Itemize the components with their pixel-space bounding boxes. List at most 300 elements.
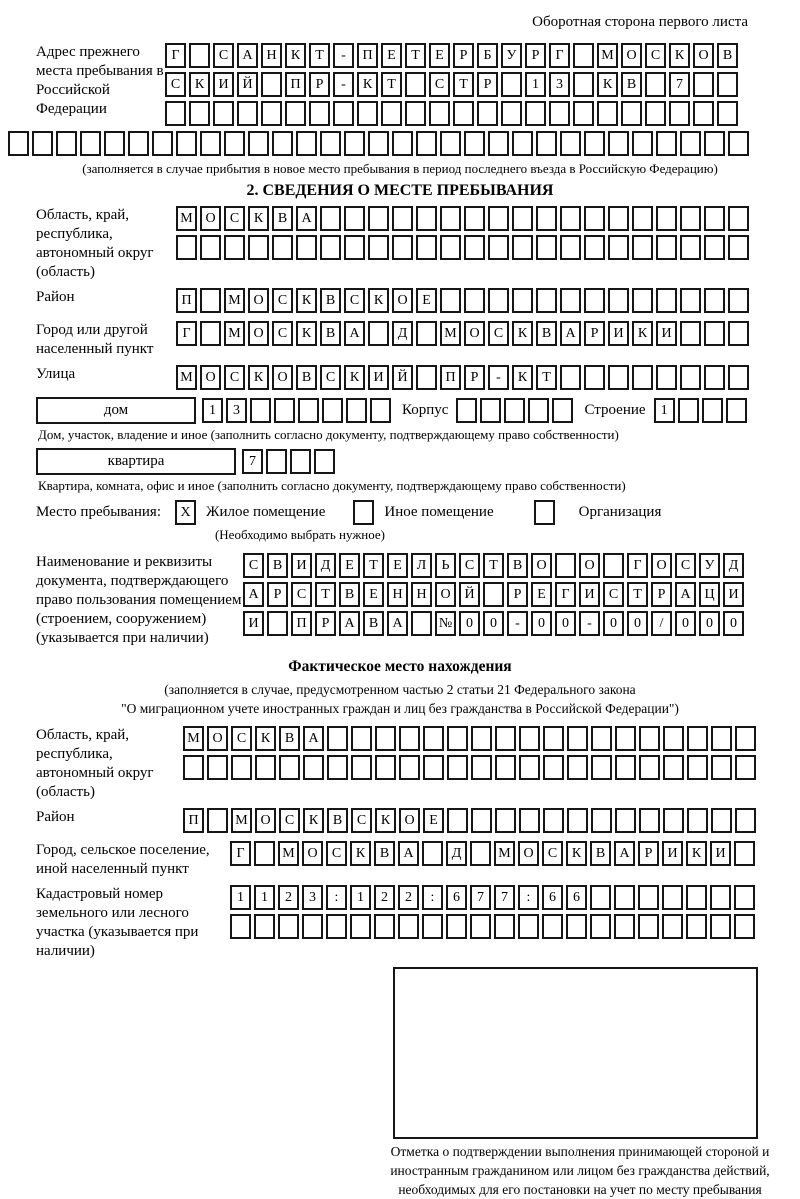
char-cell[interactable] [398,914,419,939]
checkbox-residential[interactable]: X [175,500,196,525]
char-cell[interactable] [608,131,629,156]
char-cell[interactable] [518,914,539,939]
char-cell[interactable] [711,726,732,751]
char-cell[interactable] [104,131,125,156]
char-cell[interactable]: Ц [699,582,720,607]
char-cell[interactable]: Б [477,43,498,68]
char-cell[interactable] [536,288,557,313]
char-cell[interactable] [678,398,699,423]
char-cell[interactable] [183,755,204,780]
char-cell[interactable]: 3 [549,72,570,97]
char-cell[interactable] [453,101,474,126]
char-cell[interactable] [704,131,725,156]
char-cell[interactable] [710,914,731,939]
char-cell[interactable] [470,841,491,866]
char-cell[interactable] [309,101,330,126]
char-cell[interactable] [591,726,612,751]
char-cell[interactable]: А [237,43,258,68]
char-cell[interactable] [615,726,636,751]
char-cell[interactable] [8,131,29,156]
char-cell[interactable]: Д [446,841,467,866]
char-cell[interactable] [261,72,282,97]
char-cell[interactable]: В [717,43,738,68]
char-cell[interactable] [656,206,677,231]
char-cell[interactable]: С [213,43,234,68]
char-cell[interactable]: Т [453,72,474,97]
char-cell[interactable] [687,755,708,780]
char-cell[interactable]: 1 [654,398,675,423]
char-cell[interactable] [680,321,701,346]
char-cell[interactable]: К [686,841,707,866]
char-cell[interactable]: 2 [374,885,395,910]
char-cell[interactable]: П [176,288,197,313]
char-cell[interactable] [645,101,666,126]
char-cell[interactable]: К [375,808,396,833]
char-cell[interactable]: С [488,321,509,346]
char-cell[interactable]: 3 [226,398,247,423]
char-cell[interactable]: Р [267,582,288,607]
char-cell[interactable] [734,885,755,910]
char-cell[interactable] [447,755,468,780]
char-cell[interactable] [584,235,605,260]
char-cell[interactable] [560,288,581,313]
char-cell[interactable] [296,235,317,260]
char-cell[interactable] [296,131,317,156]
char-cell[interactable] [639,755,660,780]
char-cell[interactable] [464,288,485,313]
char-cell[interactable] [560,365,581,390]
char-cell[interactable]: Й [237,72,258,97]
char-cell[interactable] [536,131,557,156]
char-cell[interactable]: Н [411,582,432,607]
char-cell[interactable] [322,398,343,423]
char-cell[interactable] [663,808,684,833]
char-cell[interactable]: У [699,553,720,578]
char-cell[interactable] [704,288,725,313]
char-cell[interactable] [290,449,311,474]
char-cell[interactable] [416,235,437,260]
char-cell[interactable] [495,808,516,833]
char-cell[interactable]: Н [261,43,282,68]
char-cell[interactable] [680,288,701,313]
char-cell[interactable] [693,72,714,97]
char-cell[interactable]: Е [363,582,384,607]
char-cell[interactable] [632,288,653,313]
char-cell[interactable] [519,808,540,833]
char-cell[interactable]: 0 [555,611,576,636]
char-cell[interactable]: Л [411,553,432,578]
char-cell[interactable] [632,365,653,390]
char-cell[interactable] [128,131,149,156]
char-cell[interactable]: 6 [566,885,587,910]
char-cell[interactable] [704,235,725,260]
char-cell[interactable]: О [579,553,600,578]
char-cell[interactable]: О [255,808,276,833]
char-cell[interactable] [662,885,683,910]
char-cell[interactable]: О [693,43,714,68]
char-cell[interactable] [488,206,509,231]
char-cell[interactable]: К [303,808,324,833]
char-cell[interactable]: О [435,582,456,607]
char-cell[interactable] [573,43,594,68]
char-cell[interactable] [543,755,564,780]
char-cell[interactable] [375,755,396,780]
char-cell[interactable] [165,101,186,126]
char-cell[interactable] [494,914,515,939]
char-cell[interactable] [248,235,269,260]
char-cell[interactable] [536,206,557,231]
char-cell[interactable] [392,131,413,156]
char-cell[interactable] [615,755,636,780]
char-cell[interactable] [608,206,629,231]
char-cell[interactable] [567,726,588,751]
char-cell[interactable] [483,582,504,607]
char-cell[interactable]: Е [429,43,450,68]
char-cell[interactable]: И [710,841,731,866]
char-cell[interactable]: 1 [202,398,223,423]
char-cell[interactable] [346,398,367,423]
char-cell[interactable]: О [399,808,420,833]
char-cell[interactable] [734,914,755,939]
char-cell[interactable]: К [189,72,210,97]
char-cell[interactable]: Т [627,582,648,607]
char-cell[interactable]: П [291,611,312,636]
char-cell[interactable]: 1 [230,885,251,910]
char-cell[interactable] [728,235,749,260]
char-cell[interactable] [566,914,587,939]
char-cell[interactable]: У [501,43,522,68]
char-cell[interactable] [728,365,749,390]
char-cell[interactable] [440,131,461,156]
char-cell[interactable]: М [224,321,245,346]
char-cell[interactable] [728,131,749,156]
char-cell[interactable] [456,398,477,423]
char-cell[interactable] [597,101,618,126]
char-cell[interactable] [728,321,749,346]
char-cell[interactable]: Р [584,321,605,346]
char-cell[interactable]: 0 [531,611,552,636]
char-cell[interactable]: А [614,841,635,866]
char-cell[interactable] [207,808,228,833]
char-cell[interactable]: - [579,611,600,636]
char-cell[interactable]: И [723,582,744,607]
char-cell[interactable] [726,398,747,423]
char-cell[interactable] [488,235,509,260]
char-cell[interactable] [446,914,467,939]
char-cell[interactable] [717,101,738,126]
char-cell[interactable] [440,235,461,260]
char-cell[interactable]: - [333,43,354,68]
char-cell[interactable] [573,101,594,126]
char-cell[interactable] [278,914,299,939]
char-cell[interactable] [590,914,611,939]
char-cell[interactable] [638,885,659,910]
char-cell[interactable] [224,235,245,260]
char-cell[interactable]: К [255,726,276,751]
char-cell[interactable] [152,131,173,156]
char-cell[interactable]: 7 [494,885,515,910]
char-cell[interactable] [368,235,389,260]
char-cell[interactable] [525,101,546,126]
char-cell[interactable] [351,726,372,751]
char-cell[interactable] [656,131,677,156]
char-cell[interactable]: С [272,321,293,346]
char-cell[interactable] [464,131,485,156]
char-cell[interactable] [392,206,413,231]
char-cell[interactable]: В [320,321,341,346]
char-cell[interactable]: С [429,72,450,97]
char-cell[interactable]: Г [176,321,197,346]
char-cell[interactable] [381,101,402,126]
char-cell[interactable]: 1 [350,885,371,910]
char-cell[interactable]: К [566,841,587,866]
char-cell[interactable] [728,288,749,313]
char-cell[interactable]: О [651,553,672,578]
char-cell[interactable] [200,235,221,260]
char-cell[interactable]: О [518,841,539,866]
char-cell[interactable] [621,101,642,126]
char-cell[interactable]: И [662,841,683,866]
char-cell[interactable]: Й [392,365,413,390]
char-cell[interactable]: Т [363,553,384,578]
char-cell[interactable]: 0 [627,611,648,636]
char-cell[interactable] [440,288,461,313]
char-cell[interactable]: № [435,611,456,636]
char-cell[interactable]: 0 [459,611,480,636]
char-cell[interactable]: - [488,365,509,390]
char-cell[interactable]: И [243,611,264,636]
char-cell[interactable] [560,131,581,156]
char-cell[interactable] [711,808,732,833]
char-cell[interactable] [447,808,468,833]
char-cell[interactable] [608,235,629,260]
char-cell[interactable] [632,131,653,156]
char-cell[interactable] [368,206,389,231]
char-cell[interactable] [734,841,755,866]
char-cell[interactable] [200,288,221,313]
char-cell[interactable]: 6 [446,885,467,910]
char-cell[interactable] [488,288,509,313]
char-cell[interactable] [344,235,365,260]
char-cell[interactable]: П [440,365,461,390]
char-cell[interactable] [274,398,295,423]
char-cell[interactable] [471,808,492,833]
char-cell[interactable]: 3 [302,885,323,910]
char-cell[interactable]: С [351,808,372,833]
char-cell[interactable] [614,914,635,939]
char-cell[interactable]: К [368,288,389,313]
char-cell[interactable]: К [597,72,618,97]
char-cell[interactable] [399,726,420,751]
char-cell[interactable] [416,206,437,231]
char-cell[interactable] [255,755,276,780]
char-cell[interactable] [573,72,594,97]
char-cell[interactable] [536,235,557,260]
char-cell[interactable] [207,755,228,780]
char-cell[interactable] [250,398,271,423]
char-cell[interactable]: Д [723,553,744,578]
char-cell[interactable]: А [296,206,317,231]
char-cell[interactable] [471,726,492,751]
char-cell[interactable]: И [291,553,312,578]
char-cell[interactable]: А [303,726,324,751]
char-cell[interactable]: И [656,321,677,346]
char-cell[interactable] [584,131,605,156]
char-cell[interactable]: С [165,72,186,97]
char-cell[interactable]: М [440,321,461,346]
char-cell[interactable]: В [536,321,557,346]
char-cell[interactable] [591,808,612,833]
char-cell[interactable] [584,288,605,313]
char-cell[interactable] [189,101,210,126]
char-cell[interactable] [555,553,576,578]
char-cell[interactable] [543,726,564,751]
char-cell[interactable]: Д [392,321,413,346]
char-cell[interactable] [272,235,293,260]
char-cell[interactable] [603,553,624,578]
char-cell[interactable]: 7 [669,72,690,97]
char-cell[interactable]: 0 [723,611,744,636]
char-cell[interactable]: 0 [603,611,624,636]
char-cell[interactable] [693,101,714,126]
char-cell[interactable]: О [200,365,221,390]
char-cell[interactable] [512,131,533,156]
char-cell[interactable] [368,131,389,156]
char-cell[interactable] [327,755,348,780]
char-cell[interactable]: С [675,553,696,578]
char-cell[interactable] [266,449,287,474]
char-cell[interactable] [662,914,683,939]
char-cell[interactable]: С [291,582,312,607]
char-cell[interactable]: К [296,288,317,313]
char-cell[interactable] [519,755,540,780]
char-cell[interactable] [375,726,396,751]
char-cell[interactable] [584,206,605,231]
char-cell[interactable] [615,808,636,833]
char-cell[interactable]: К [350,841,371,866]
char-cell[interactable] [567,755,588,780]
char-cell[interactable]: 7 [470,885,491,910]
char-cell[interactable]: Р [477,72,498,97]
char-cell[interactable]: Ь [435,553,456,578]
char-cell[interactable] [704,321,725,346]
char-cell[interactable] [320,131,341,156]
char-cell[interactable]: Д [315,553,336,578]
char-cell[interactable]: Т [483,553,504,578]
char-cell[interactable]: В [267,553,288,578]
char-cell[interactable]: В [590,841,611,866]
char-cell[interactable]: Р [651,582,672,607]
char-cell[interactable]: К [512,321,533,346]
char-cell[interactable] [495,755,516,780]
char-cell[interactable] [471,755,492,780]
char-cell[interactable]: Г [555,582,576,607]
char-cell[interactable] [422,841,443,866]
char-cell[interactable]: Р [638,841,659,866]
char-cell[interactable]: А [560,321,581,346]
char-cell[interactable] [370,398,391,423]
char-cell[interactable] [464,206,485,231]
char-cell[interactable] [422,914,443,939]
char-cell[interactable] [704,206,725,231]
char-cell[interactable] [639,726,660,751]
char-cell[interactable] [680,365,701,390]
char-cell[interactable] [632,235,653,260]
char-cell[interactable] [189,43,210,68]
char-cell[interactable]: В [339,582,360,607]
char-cell[interactable] [656,365,677,390]
char-cell[interactable] [504,398,525,423]
char-cell[interactable]: А [339,611,360,636]
char-cell[interactable] [344,131,365,156]
char-cell[interactable] [687,726,708,751]
char-cell[interactable]: В [507,553,528,578]
char-cell[interactable]: О [248,321,269,346]
char-cell[interactable] [272,131,293,156]
char-cell[interactable] [608,288,629,313]
char-cell[interactable] [267,611,288,636]
char-cell[interactable]: 2 [278,885,299,910]
char-cell[interactable]: С [645,43,666,68]
char-cell[interactable] [231,755,252,780]
char-cell[interactable]: В [621,72,642,97]
char-cell[interactable]: И [213,72,234,97]
char-cell[interactable] [591,755,612,780]
char-cell[interactable]: И [579,582,600,607]
char-cell[interactable] [480,398,501,423]
char-cell[interactable] [357,101,378,126]
char-cell[interactable] [512,206,533,231]
char-cell[interactable] [200,131,221,156]
char-cell[interactable] [56,131,77,156]
char-cell[interactable] [710,885,731,910]
char-cell[interactable] [512,288,533,313]
char-cell[interactable]: Г [230,841,251,866]
char-cell[interactable]: О [392,288,413,313]
char-cell[interactable]: С [459,553,480,578]
char-cell[interactable] [501,101,522,126]
char-cell[interactable]: / [651,611,672,636]
char-cell[interactable]: К [669,43,690,68]
char-cell[interactable] [528,398,549,423]
char-cell[interactable] [543,808,564,833]
char-cell[interactable] [447,726,468,751]
char-cell[interactable] [405,101,426,126]
char-cell[interactable] [440,206,461,231]
char-cell[interactable]: А [675,582,696,607]
char-cell[interactable] [423,726,444,751]
char-cell[interactable] [302,914,323,939]
char-cell[interactable] [477,101,498,126]
char-cell[interactable]: О [302,841,323,866]
char-cell[interactable]: К [632,321,653,346]
char-cell[interactable] [254,841,275,866]
char-cell[interactable] [560,206,581,231]
char-cell[interactable] [464,235,485,260]
char-cell[interactable] [542,914,563,939]
char-cell[interactable] [488,131,509,156]
char-cell[interactable]: Н [387,582,408,607]
char-cell[interactable] [735,808,756,833]
char-cell[interactable] [663,755,684,780]
char-cell[interactable] [680,235,701,260]
char-cell[interactable]: К [248,206,269,231]
char-cell[interactable]: Т [405,43,426,68]
char-cell[interactable]: 1 [254,885,275,910]
char-cell[interactable] [285,101,306,126]
char-cell[interactable]: С [320,365,341,390]
char-cell[interactable] [416,321,437,346]
